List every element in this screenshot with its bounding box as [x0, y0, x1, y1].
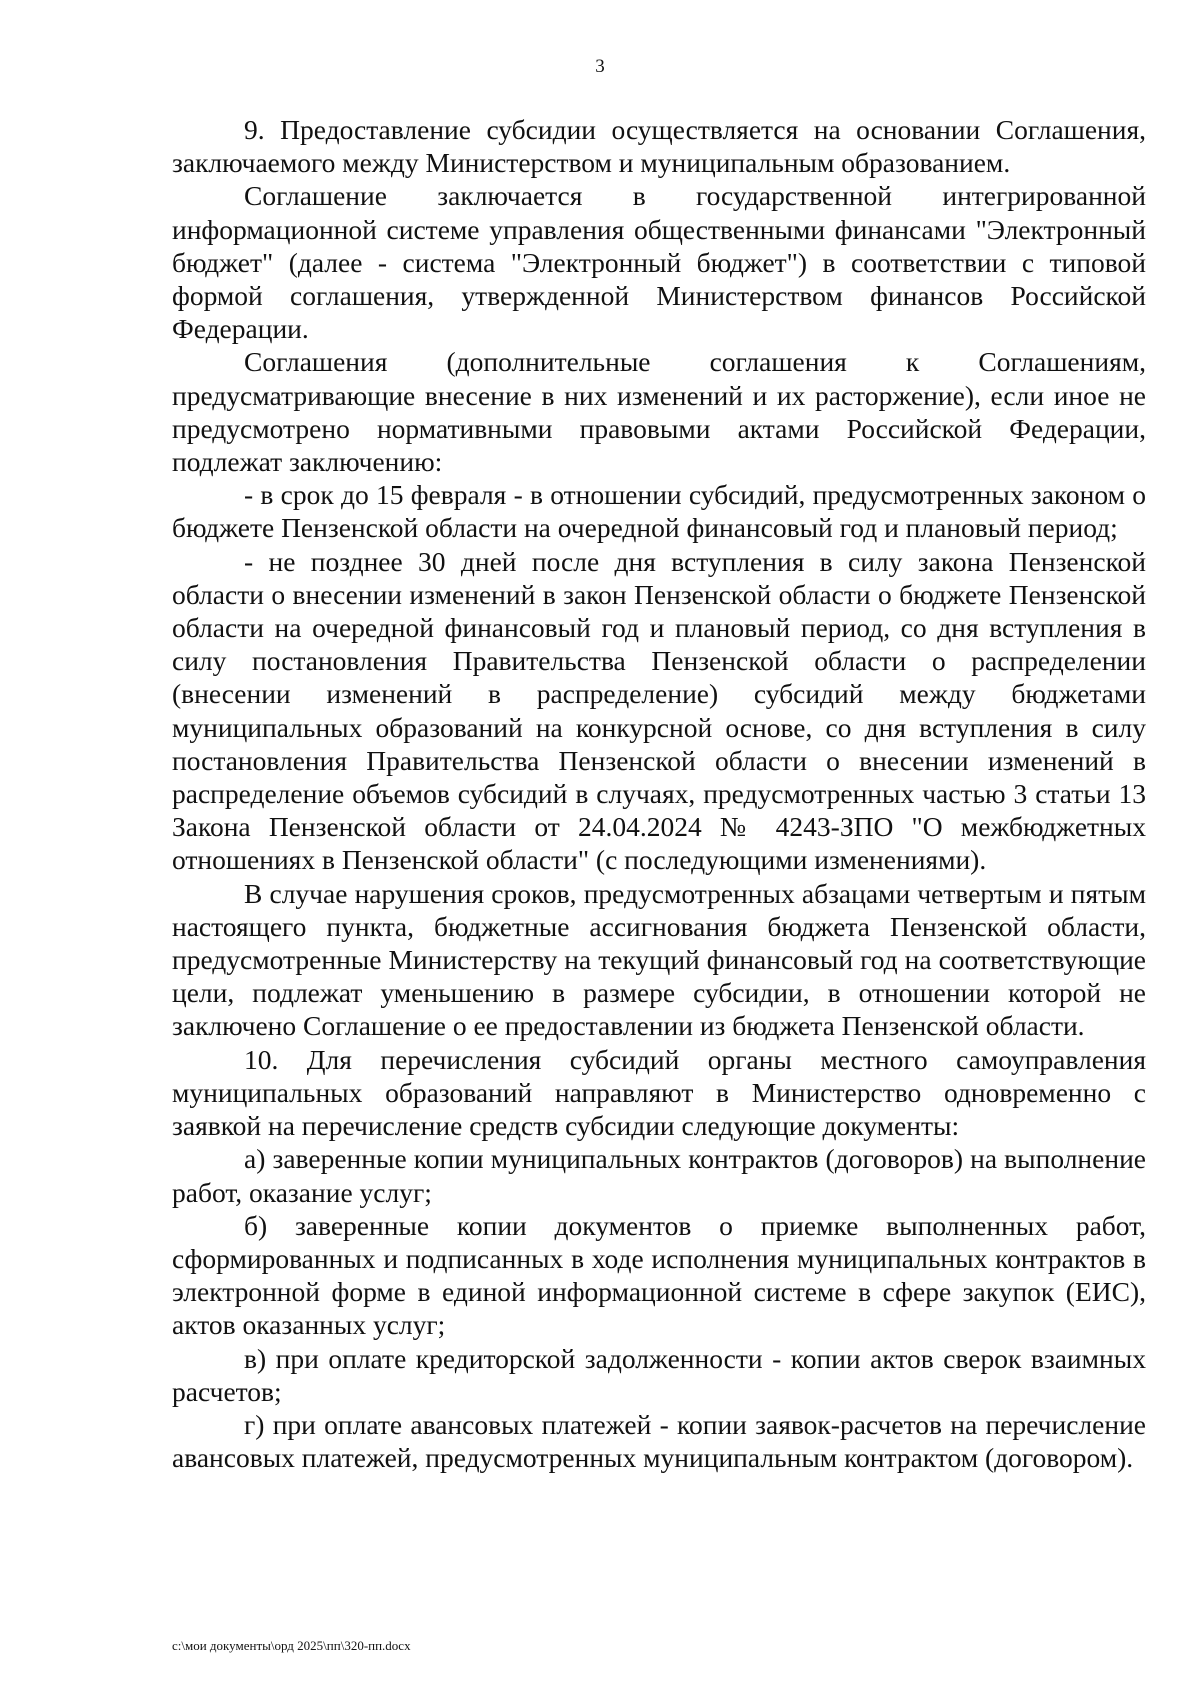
- paragraph-deadline-30-days: - не позднее 30 дней после дня вступления в силу закона Пензенской области о внесении изменений в закон Пензенской области о бюджете Пензенской области на очередной финансовый год и плановый период, со дня вступления в силу постановления Правительства Пензенской области о распределении (внесении изменений в распределение) субсидий между бюджетами муниципальных образований на конкурсной основе, со дня вступления в силу постановления Правительства Пензенской области о внесении изменений в распределение объемов субсидий в случаях, предусмотренных частью 3 статьи 13 Закона Пензенской области от 24.04.2024 № 4243-ЗПО "О межбюджетных отношениях в Пензенской области" (с последующими изменениями).: [172, 545, 1146, 876]
- paragraph-deadline-february: - в срок до 15 февраля - в отношении субсидий, предусмотренных законом о бюджете Пензенской области на очередной финансовый год и плановый период;: [172, 479, 1146, 544]
- paragraph-agreements-conclusion: Соглашения (дополнительные соглашения к Соглашениям, предусматривающие внесение в них изменений и их расторжение), если иное не предусмотрено нормативными правовыми актами Российской Федерации, подлежат заключению:: [172, 346, 1146, 478]
- page-number: 3: [595, 56, 605, 77]
- paragraph-subitem-g: г) при оплате авансовых платежей - копии заявок-расчетов на перечисление авансовых платежей, предусмотренных муниципальным контрактом (договором).: [172, 1408, 1146, 1474]
- footer-file-path: c:\мои документы\орд 2025\пп\320-пп.docx: [172, 1638, 411, 1653]
- paragraph-subitem-b: б) заверенные копии документов о приемке выполненных работ, сформированных и подписанных в ходе исполнения муниципальных контрактов в электронной форме в единой информационной системе в сфере закупок (ЕИС), актов оказанных услуг;: [172, 1209, 1146, 1341]
- paragraph-subitem-v: в) при оплате кредиторской задолженности - копии актов сверок взаимных расчетов;: [172, 1342, 1146, 1407]
- paragraph-violation-consequences: В случае нарушения сроков, предусмотренных абзацами четвертым и пятым настоящего пункта, бюджетные ассигнования бюджета Пензенской области, предусмотренные Министерству на текущий финансовый год на соответствующие цели, подлежат уменьшению в размере субсидии, в отношении которой не заключено Соглашение о ее предоставлении из бюджета Пензенской области.: [172, 877, 1146, 1042]
- document-body: [172, 113, 1146, 1474]
- paragraph-item-10: 10. Для перечисления субсидий органы местного самоуправления муниципальных образований направляют в Министерство одновременно с заявкой на перечисление средств субсидии следующие документы:: [172, 1043, 1146, 1142]
- paragraph-agreement-system: Соглашение заключается в государственной интегрированной информационной системе управления общественными финансами "Электронный бюджет" (далее - система "Электронный бюджет") в соответствии с типовой формой соглашения, утвержденной Министерством финансов Российской Федерации.: [172, 180, 1146, 345]
- paragraph-subitem-a: а) заверенные копии муниципальных контрактов (договоров) на выполнение работ, оказание услуг;: [172, 1143, 1146, 1208]
- paragraph-item-9: 9. Предоставление субсидии осуществляется на основании Соглашения, заключаемого между Министерством и муниципальным образованием.: [172, 114, 1146, 179]
